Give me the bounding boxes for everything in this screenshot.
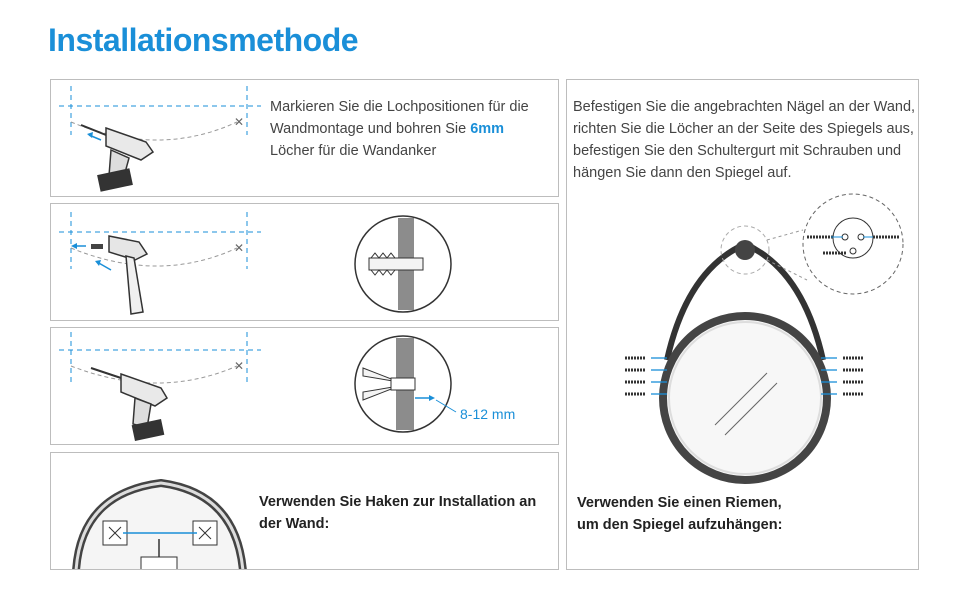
- hole-size-highlight: 6mm: [470, 121, 505, 137]
- step-hooks-panel: [50, 452, 559, 570]
- strap-fixing-detail-icon: [803, 194, 903, 294]
- svg-text:✕: ✕: [234, 359, 245, 373]
- drill-icon: [91, 368, 167, 441]
- step-drill-text: Markieren Sie die Lochpositionen für die Wandmontage und bohren Sie 6mm Löcher für die Wandanker: [270, 99, 529, 159]
- wall-anchor-detail-icon: [355, 216, 451, 312]
- hammer-illustration: [51, 204, 559, 321]
- page-title: Installationsmethode: [48, 22, 359, 58]
- step-drill-panel: [50, 79, 559, 197]
- step-screw-panel: [50, 327, 559, 445]
- hammer-icon: [91, 236, 147, 314]
- depth-measure-label: 8-12 mm: [460, 406, 516, 422]
- screwdriver-illustration: [51, 328, 559, 445]
- anchor-expanded-detail-icon: [355, 336, 451, 432]
- screw-set-left-icon: [625, 358, 645, 394]
- strap-method-panel: [566, 79, 919, 570]
- step-hammer-panel: [50, 203, 559, 321]
- step-hooks-text: Verwenden Sie Haken zur Installation an der Wand:: [259, 494, 537, 532]
- round-mirror-icon: [663, 316, 827, 480]
- strap-instructions-text: Befestigen Sie die angebrachten Nägel an der Wand, richten Sie die Löcher an der Seite des Spiegels aus, befestigen Sie den Schultergurt mit Schrauben und hängen Sie dann den Spiegel auf.: [573, 99, 916, 181]
- svg-text:✕: ✕: [234, 241, 245, 255]
- svg-text:✕: ✕: [234, 115, 245, 129]
- screw-set-right-icon: [843, 358, 863, 394]
- strap-caption: Verwenden Sie einen Riemen, um den Spiegel aufzuhängen:: [577, 495, 783, 533]
